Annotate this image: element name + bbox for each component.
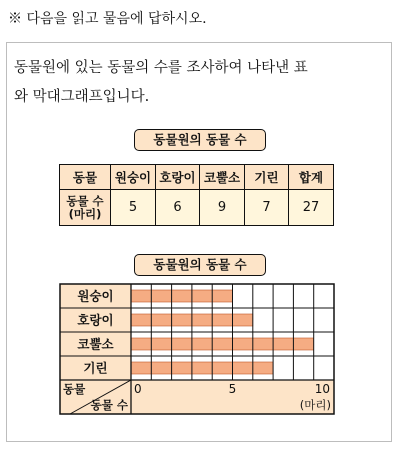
table-col-header: 원숭이: [111, 165, 156, 190]
row-label-line-1: 동물 수: [66, 193, 104, 208]
instruction-text: ※ 다음을 읽고 물음에 답하시오.: [8, 11, 207, 27]
corner-label-top: 동물: [63, 382, 86, 396]
table-col-header: 합계: [289, 165, 334, 190]
category-label: 기린: [83, 360, 108, 376]
table-col-header: 기린: [245, 165, 289, 190]
tick-label: 0: [134, 382, 142, 396]
category-label: 코뿔소: [77, 336, 114, 352]
table-cell: 9: [200, 190, 245, 226]
row-label-line-2: (마리): [68, 206, 102, 221]
table-cell: 27: [289, 190, 334, 226]
bar: [131, 290, 233, 302]
unit-label: (마리): [299, 398, 331, 412]
table-cell: 5: [111, 190, 156, 226]
tick-label: 5: [228, 382, 237, 396]
table-cell: 7: [245, 190, 289, 226]
prompt-line-1: 동물원에 있는 동물의 수를 조사하여 나타낸 표: [14, 60, 308, 76]
category-label: 호랑이: [77, 312, 114, 328]
table-col-header: 호랑이: [156, 165, 200, 190]
table-title: 동물원의 동물 수: [134, 129, 266, 151]
bar: [131, 362, 273, 374]
category-label: 원숭이: [77, 288, 114, 304]
bar: [131, 338, 314, 350]
table-cell: 6: [156, 190, 200, 226]
table-col-header: 코뿔소: [200, 165, 245, 190]
corner-label-bottom: 동물 수: [90, 398, 128, 412]
prompt-line-2: 와 막대그래프입니다.: [14, 89, 150, 105]
tick-label: 10: [314, 382, 330, 396]
table-header-label: 동물: [60, 165, 111, 190]
chart-title: 동물원의 동물 수: [134, 254, 266, 276]
